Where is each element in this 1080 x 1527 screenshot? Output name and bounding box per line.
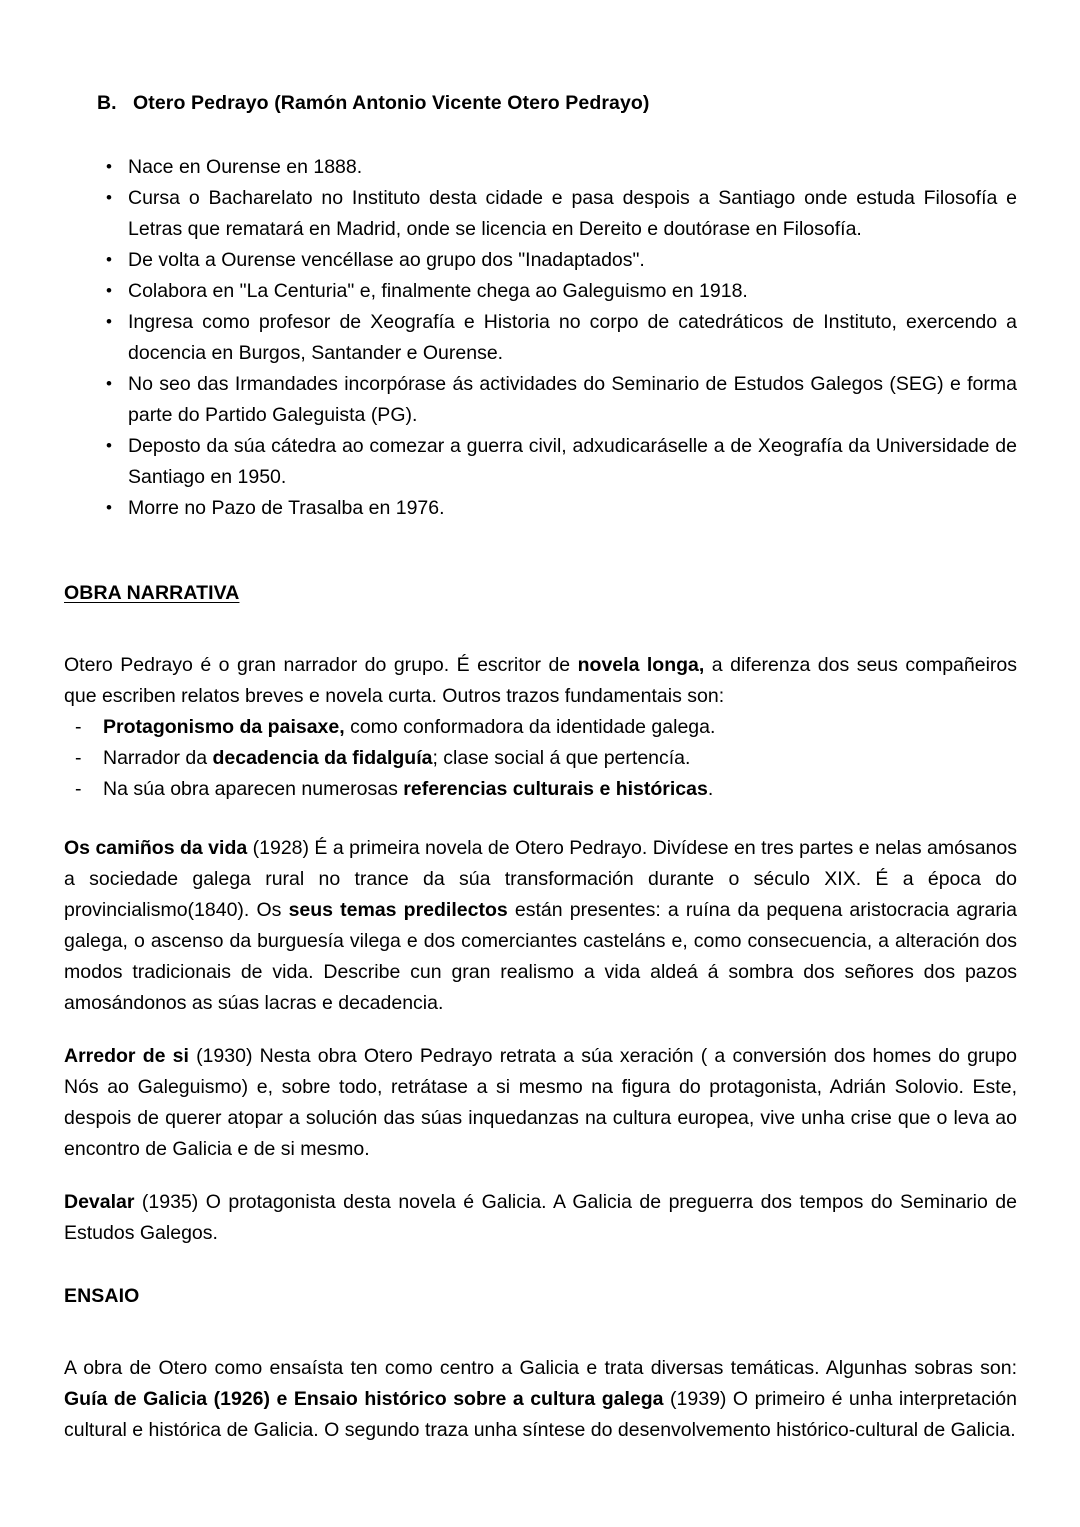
trait-rest: ; clase social á que pertencía. xyxy=(432,747,691,769)
work-paragraph-devalar xyxy=(64,1187,1017,1249)
list-item xyxy=(64,774,1017,805)
work-title: Devalar xyxy=(64,1191,135,1213)
spacer xyxy=(64,1309,1017,1353)
work-bold-inline: seus temas predilectos xyxy=(288,899,508,921)
trait-rest: como conformadora da identidade galega. xyxy=(344,716,716,738)
list-item: • Cursa o Bacharelato no Instituto desta cidade e pasa despois a Santiago onde estuda Filosofía e Letras que rematará en Madrid, onde se licencia en Dereito e doutórase en Filosofía. xyxy=(64,183,1017,245)
list-item xyxy=(64,743,1017,774)
intro-part-2: a diferenza dos seus compañeiros que escriben relatos breves e novela curta. Outros trazos fundamentais son: xyxy=(64,654,1018,707)
work-title: Os camiños da vida xyxy=(64,837,248,859)
work-paragraph-arredor-de-si xyxy=(64,1041,1017,1165)
intro-bold-novela-longa: novela longa, xyxy=(577,654,705,676)
list-item: • Deposto da súa cátedra ao comezar a guerra civil, adxudicaráselle a de Xeografía da Universidade de Santiago en 1950. xyxy=(64,431,1017,493)
spacer xyxy=(64,1165,1017,1187)
ensaio-paragraph xyxy=(64,1353,1017,1446)
spacer xyxy=(64,524,1017,580)
spacer xyxy=(64,606,1017,650)
spacer xyxy=(64,805,1017,833)
list-item: • Ingresa como profesor de Xeografía e Historia no corpo de catedráticos de Instituto, exercendo a docencia en Burgos, Santander e Ourense. xyxy=(64,307,1017,369)
trait-bold: decadencia da fidalguía xyxy=(212,747,433,769)
work-part-1: (1930) Nesta obra Otero Pedrayo retrata a súa xeración ( a conversión dos homes do grupo Nós ao Galeguismo) e, sobre todo, retrátase a si mesmo na figura do protagonista, Adrián Solovio. Este, despois de querer atopar a solución das súas inquedanzas na cultura europea, vive unha crise que o leva ao encontro de Galicia e de si mesmo. xyxy=(64,1045,1017,1160)
spacer xyxy=(64,1019,1017,1041)
list-item xyxy=(64,712,1017,743)
spacer xyxy=(64,118,1017,152)
narrative-traits-list xyxy=(64,712,1017,805)
list-item: • Colabora en "La Centuria" e, finalmente chega ao Galeguismo en 1918. xyxy=(64,276,1017,307)
trait-lead: Narrador da xyxy=(103,747,213,769)
list-item: • De volta a Ourense vencéllase ao grupo dos "Inadaptados". xyxy=(64,245,1017,276)
list-item: • Nace en Ourense en 1888. xyxy=(64,152,1017,183)
spacer xyxy=(64,1249,1017,1283)
ensaio-bold-titles: Guía de Galicia (1926) e Ensaio histórico sobre a cultura galega xyxy=(64,1388,664,1410)
heading-ensaio: ENSAIO xyxy=(64,1285,140,1307)
work-paragraph-os-caminos-da-vida xyxy=(64,833,1017,1019)
heading-obra-narrativa: OBRA NARRATIVA xyxy=(64,582,240,604)
work-part-1: (1935) O protagonista desta novela é Galicia. A Galicia de preguerra dos tempos do Seminario de Estudos Galegos. xyxy=(64,1191,1017,1244)
biography-bullet-list xyxy=(64,152,1017,524)
section-heading-marker: B. xyxy=(97,92,117,114)
obra-narrativa-intro xyxy=(64,650,1017,712)
trait-rest: . xyxy=(707,778,714,800)
ensaio-part-2: (1939) O primeiro é unha interpretación cultural e histórica de Galicia. O segundo traza unha síntese do desenvolvemento histórico-cultural de Galicia. xyxy=(64,1388,1017,1441)
trait-bold: referencias culturais e históricas xyxy=(403,778,708,800)
intro-part-1: Otero Pedrayo é o gran narrador do grupo. É escritor de xyxy=(64,654,578,676)
work-part-2: están presentes: a ruína da pequena aristocracia agraria galega, o ascenso da burguesía vilega e dos comerciantes casteláns e, como consecuencia, a alteración dos modos tradicionais de vida. Describe cun gran realismo a vida aldeá á sombra dos señores dos pazos amosándonos as súas lacras e decadencia. xyxy=(64,899,1017,1014)
trait-lead: Na súa obra aparecen numerosas xyxy=(103,778,404,800)
list-item: • Morre no Pazo de Trasalba en 1976. xyxy=(64,493,1017,524)
list-item: • No seo das Irmandades incorpórase ás actividades do Seminario de Estudos Galegos (SEG) e forma parte do Partido Galeguista (PG). xyxy=(64,369,1017,431)
ensaio-part-1: A obra de Otero como ensaísta ten como centro a Galicia e trata diversas temáticas. Algunhas sobras son: xyxy=(64,1357,1017,1379)
trait-bold: Protagonismo da paisaxe, xyxy=(103,716,345,738)
section-heading-b xyxy=(97,88,1017,118)
section-heading-text: Otero Pedrayo (Ramón Antonio Vicente Otero Pedrayo) xyxy=(133,92,650,114)
work-part-1: (1928) É a primeira novela de Otero Pedrayo. Divídese en tres partes e nelas amósanos a sociedade galega rural no trance da súa transformación durante o século XIX. É a época do provincialismo(1840). Os xyxy=(64,837,1017,921)
work-title: Arredor de si xyxy=(64,1045,189,1067)
